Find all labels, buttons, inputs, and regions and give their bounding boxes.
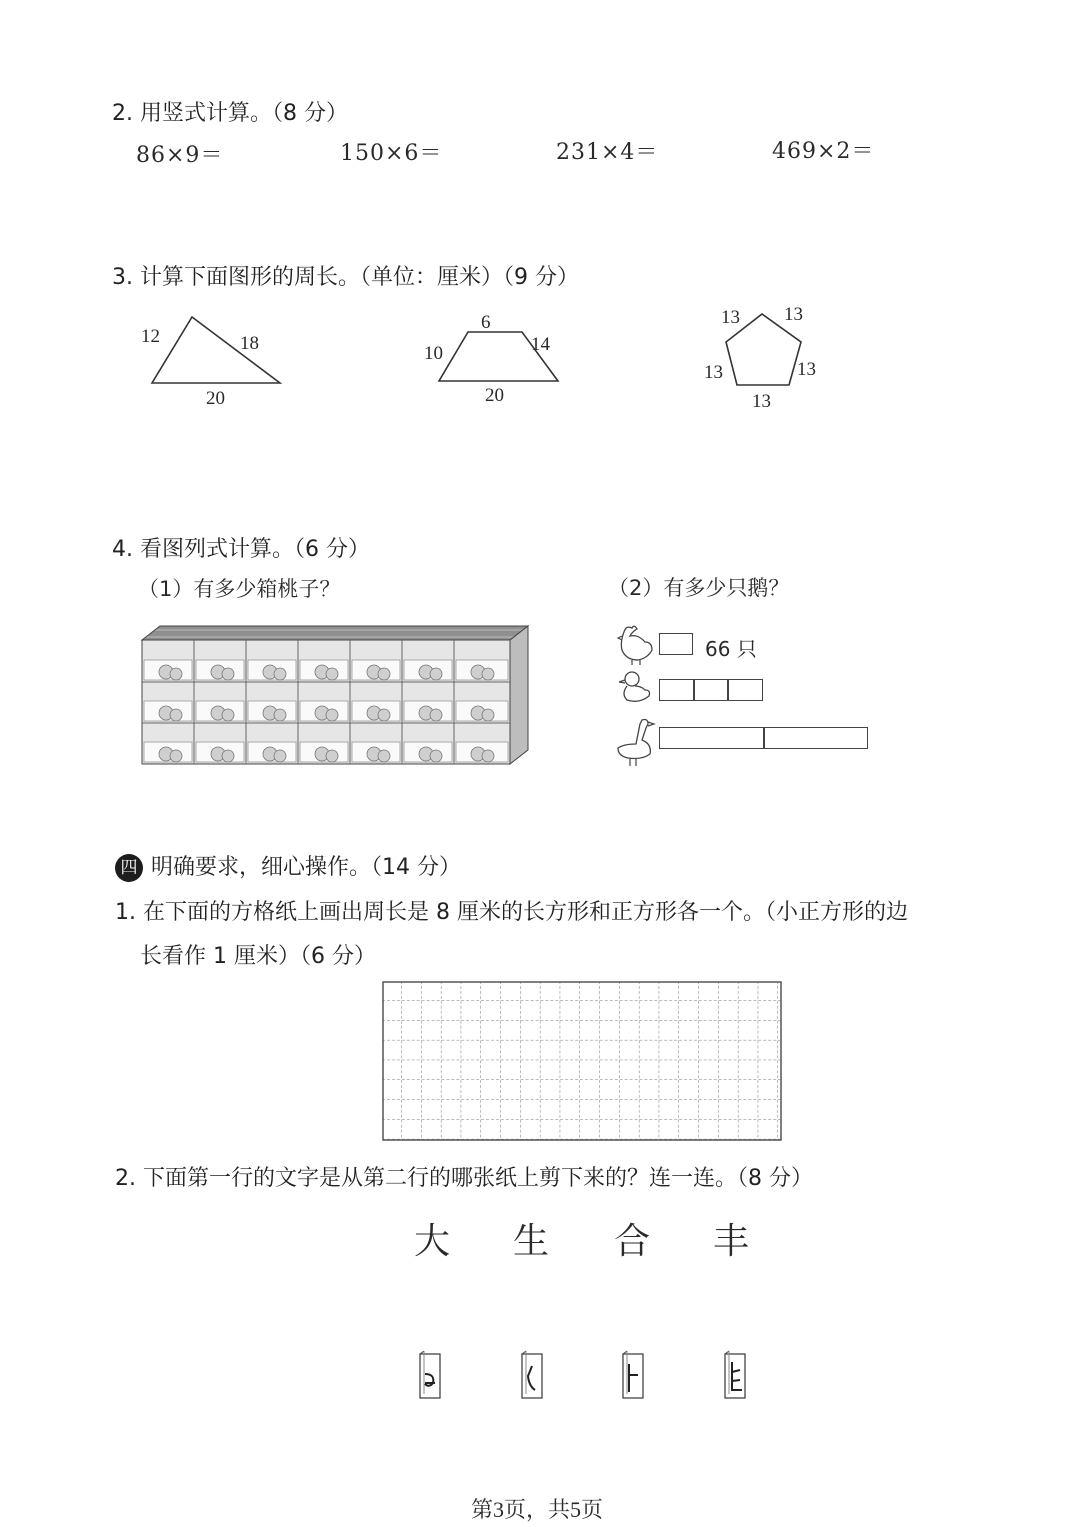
glyph-row1-2[interactable]: 生	[513, 1221, 550, 1262]
q4-part2: （2）有多少只鹅？	[608, 576, 790, 600]
q4-heading: 4. 看图列式计算。（6 分）	[112, 537, 370, 562]
pentagon-side-1: 13	[721, 307, 740, 328]
duck-bar	[659, 679, 763, 701]
pentagon-side-3: 13	[704, 362, 723, 383]
section4-title-row	[115, 850, 461, 882]
trapezoid-top: 6	[481, 312, 491, 333]
q2-expr-3: 231×4＝	[556, 140, 659, 165]
folded-paper-1[interactable]	[415, 1350, 445, 1402]
glyph-row1-4[interactable]: 丰	[713, 1221, 750, 1262]
pentagon-side-5: 13	[752, 391, 771, 412]
folded-paper-2[interactable]	[517, 1350, 547, 1402]
section4-item1-line2: 长看作 1 厘米）（6 分）	[140, 944, 376, 969]
glyph-row1-3[interactable]: 合	[614, 1221, 651, 1262]
section4-item1-line1: 1. 在下面的方格纸上画出周长是 8 厘米的长方形和正方形各一个。（小正方形的边	[115, 900, 908, 925]
grid-paper[interactable]	[382, 981, 782, 1141]
chicken-bar	[659, 633, 693, 655]
section4-badge: 四	[115, 854, 143, 882]
pentagon-side-2: 13	[784, 304, 803, 325]
triangle-side-b: 18	[240, 333, 259, 354]
folded-paper-3[interactable]	[618, 1350, 648, 1402]
duck-icon	[615, 668, 655, 708]
q2-expr-1: 86×9＝	[136, 143, 224, 168]
goose-bar	[659, 727, 868, 749]
trapezoid-bottom: 20	[485, 385, 504, 406]
section4-title: 明确要求，细心操作。（14 分）	[151, 855, 461, 880]
trapezoid-right: 14	[531, 334, 550, 355]
section4-item2: 2. 下面第一行的文字是从第二行的哪张纸上剪下来的？连一连。（8 分）	[115, 1166, 813, 1191]
page-footer: 第3页，共5页	[471, 1497, 604, 1522]
triangle-side-c: 20	[206, 388, 225, 409]
q3-heading: 3. 计算下面图形的周长。（单位：厘米）（9 分）	[112, 265, 579, 290]
q2-heading: 2. 用竖式计算。（8 分）	[112, 101, 348, 126]
pentagon-side-4: 13	[797, 359, 816, 380]
q2-expr-2: 150×6＝	[340, 141, 443, 166]
chicken-count-label: 66 只	[705, 637, 757, 661]
peach-boxes-image	[138, 622, 533, 768]
glyph-row1-1[interactable]: 大	[414, 1221, 451, 1262]
triangle-side-a: 12	[141, 326, 160, 347]
trapezoid-left: 10	[424, 343, 443, 364]
q4-part1: （1）有多少箱桃子？	[138, 577, 341, 601]
q2-expr-4: 469×2＝	[772, 139, 875, 164]
folded-paper-4[interactable]	[720, 1350, 750, 1402]
rooster-icon	[612, 622, 656, 666]
goose-icon	[612, 714, 660, 770]
